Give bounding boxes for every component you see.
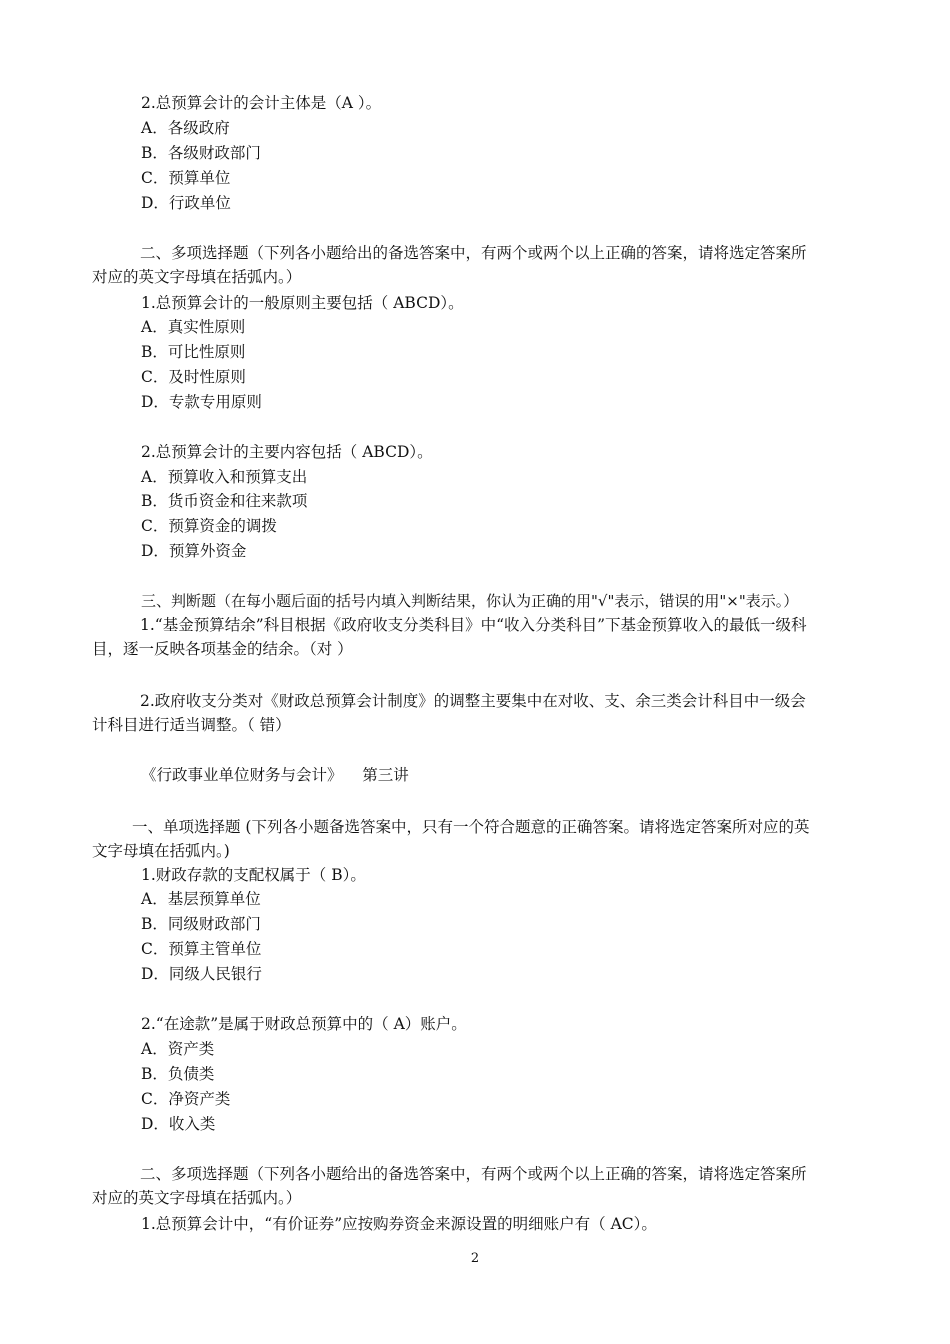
option-a: A．预算收入和预算支出 <box>141 468 308 486</box>
lecture-title: 《行政事业单位财务与会计》 第三讲 <box>141 766 409 784</box>
option-a: A．基层预算单位 <box>141 890 261 908</box>
option-d: D．预算外资金 <box>141 542 247 560</box>
option-c: C．净资产类 <box>141 1090 231 1108</box>
page-number: 2 <box>470 1251 480 1266</box>
option-d: D．收入类 <box>141 1115 216 1133</box>
option-a: A．资产类 <box>141 1040 215 1058</box>
option-d: D．专款专用原则 <box>141 393 262 411</box>
question-stem: 2.“在途款”是属于财政总预算中的（ A）账户。 <box>141 1015 467 1033</box>
judgement-item: 2.政府收支分类对《财政总预算会计制度》的调整主要集中在对收、支、余三类会计科目中一级会计科目进行适当调整。（ 错） <box>92 692 806 734</box>
judgement-item: 1.“基金预算结余”科目根据《政府收支分类科目》中“收入分类科目”下基金预算收入的最低一级科目，逐一反映各项基金的结余。（对 ） <box>92 616 807 658</box>
option-d: D．行政单位 <box>141 194 231 212</box>
section-heading-true-false: 三、判断题（在每小题后面的括号内填入判断结果，你认为正确的用"√"表示，错误的用"×"表示。） <box>141 592 799 610</box>
option-a: A．真实性原则 <box>141 318 246 336</box>
option-b: B．同级财政部门 <box>141 915 261 933</box>
option-c: C．预算单位 <box>141 169 231 187</box>
option-a: A．各级政府 <box>141 119 230 137</box>
option-c: C．预算主管单位 <box>141 940 262 958</box>
question-stem: 2.总预算会计的会计主体是（A ）。 <box>141 94 382 112</box>
question-stem: 1.总预算会计的一般原则主要包括（ ABCD）。 <box>141 294 464 312</box>
option-d: D．同级人民银行 <box>141 965 262 983</box>
section-heading-single-choice: 一、单项选择题 (下列各小题备选答案中，只有一个符合题意的正确答案。请将选定答案所对应的英文字母填在括弧内。) <box>92 818 810 860</box>
question-stem: 2.总预算会计的主要内容包括（ ABCD）。 <box>141 443 433 461</box>
option-c: C．及时性原则 <box>141 368 246 386</box>
option-b: B．货币资金和往来款项 <box>141 492 308 510</box>
option-b: B．各级财政部门 <box>141 144 261 162</box>
option-b: B．负债类 <box>141 1065 215 1083</box>
section-heading-multiple-choice: 二、多项选择题（下列各小题给出的备选答案中，有两个或两个以上正确的答案，请将选定答案所对应的英文字母填在括弧内。） <box>92 1165 807 1207</box>
option-b: B．可比性原则 <box>141 343 246 361</box>
option-c: C．预算资金的调拨 <box>141 517 277 535</box>
question-stem: 1.财政存款的支配权属于（ B）。 <box>141 866 366 884</box>
section-heading-multiple-choice: 二、多项选择题（下列各小题给出的备选答案中，有两个或两个以上正确的答案，请将选定答案所对应的英文字母填在括弧内。） <box>92 244 807 286</box>
question-stem: 1.总预算会计中，“有价证券”应按购券资金来源设置的明细账户有（ AC）。 <box>141 1215 657 1233</box>
